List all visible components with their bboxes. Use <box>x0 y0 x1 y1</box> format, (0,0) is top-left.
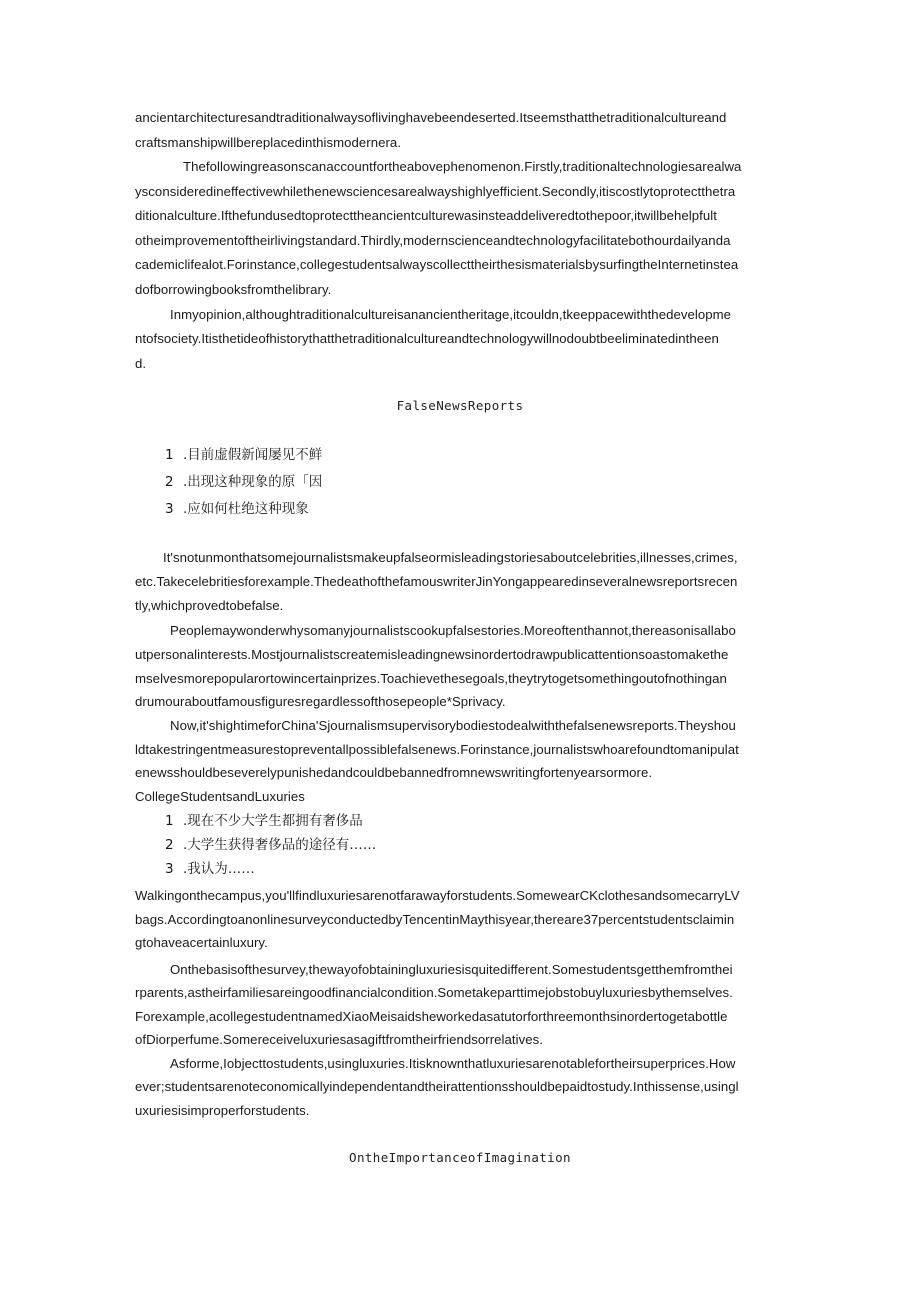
paragraph-line: gtohaveacertainluxury. <box>135 935 268 950</box>
outline-number: 3 <box>165 501 174 517</box>
paragraph-line: ditionalculture.Ifthefundusedtoprotecttheancientculturewasinsteaddeliveredtothepoor,itwillbehelpfult <box>135 208 717 223</box>
paragraph-line: dofborrowingbooksfromthelibrary. <box>135 282 332 297</box>
outline-item <box>165 444 322 466</box>
outline-text: .我认为…… <box>183 861 255 877</box>
paragraph-line: uxuriesisimproperforstudents. <box>135 1103 310 1118</box>
paragraph-line: mselvesmorepopularortowincertainprizes.Toachievethesegoals,theytrytogetsomethingoutofnothingan <box>135 671 727 686</box>
paragraph-line: utpersonalinterests.Mostjournalistscreatemisleadingnewsinordertodrawpublicattentionsoastomakethe <box>135 647 729 662</box>
outline-text: .应如何杜绝这种现象 <box>183 501 309 517</box>
paragraph-line: Now,it'shightimeforChina'Sjournalismsupervisorybodiestodealwiththefalsenewsreports.Theyshou <box>170 718 736 733</box>
paragraph-line: Inmyopinion,althoughtraditionalcultureisanancientheritage,itcouldn,tkeeppacewiththedevelopme <box>170 307 732 322</box>
section-heading: CollegeStudentsandLuxuries <box>135 789 305 804</box>
paragraph-line: It'snotunmonthatsomejournalistsmakeupfalseormisleadingstoriesaboutcelebrities,illnesses,crimes, <box>163 550 738 565</box>
paragraph-line: Forexample,acollegestudentnamedXiaoMeisaidsheworkedasatutorforthreemonthsinordertogetabottle <box>135 1009 728 1024</box>
paragraph-line: d. <box>135 356 147 371</box>
outline-text: .出现这种现象的原「因 <box>183 474 323 490</box>
outline-text: .现在不少大学生都拥有奢侈品 <box>183 813 363 829</box>
paragraph-line: tly,whichprovedtobefalse. <box>135 598 284 613</box>
outline-item <box>165 810 363 832</box>
paragraph-line: ldtakestringentmeasurestopreventallpossiblefalsenews.Forinstance,journalistswhoarefoundtomanipulat <box>135 742 739 757</box>
paragraph-line: ofDiorperfume.Somereceiveluxuriesasagiftfromtheirfriendsorrelatives. <box>135 1032 543 1047</box>
paragraph-line: Thefollowingreasonscanaccountfortheabovephenomenon.Firstly,traditionaltechnologiesarealwa <box>183 159 742 174</box>
outline-item <box>165 471 322 493</box>
paragraph-line: Asforme,Iobjecttostudents,usingluxuries.Itisknownthatluxuriesarenotablefortheirsuperprices.How <box>170 1056 736 1071</box>
paragraph-line: craftsmanshipwillbereplacedinthismodernera. <box>135 135 402 150</box>
paragraph-line: ancientarchitecturesandtraditionalwaysoflivinghavebeendeserted.Itseemsthatthetraditionalcultureand <box>135 110 727 125</box>
outline-item <box>165 834 376 856</box>
outline-text: .目前虚假新闻屡见不鲜 <box>183 447 323 463</box>
paragraph-line: Onthebasisofthesurvey,thewayofobtainingluxuriesisquitedifferent.Somestudentsgetthemfromthei <box>170 962 733 977</box>
paragraph-line: cademiclifealot.Forinstance,collegestudentsalwayscollecttheirthesismaterialsbysurfingtheInternetinstea <box>135 257 739 272</box>
paragraph-line: ysconsideredineffectivewhilethenewsciencesarealwayshighlyefficient.Secondly,itiscostlytoprotectthetra <box>135 184 736 199</box>
outline-item <box>165 498 309 520</box>
paragraph-line: Peoplemaywonderwhysomanyjournalistscookupfalsestories.Moreoftenthannot,thereasonisallabo <box>170 623 736 638</box>
outline-number: 2 <box>165 837 174 853</box>
outline-number: 3 <box>165 861 174 877</box>
paragraph-line: enewsshouldbeseverelypunishedandcouldbebannedfromnewswritingfortenyearsormore. <box>135 765 653 780</box>
outline-number: 1 <box>165 447 174 463</box>
paragraph-line: ever;studentsarenoteconomicallyindependentandtheirattentionsshouldbepaidtostudy.Inthissense,usingl <box>135 1079 739 1094</box>
paragraph-line: bags.AccordingtoanonlinesurveyconductedbyTencentinMaythisyear,thereare37percentstudentsclaimin <box>135 912 735 927</box>
paragraph-line: etc.Takecelebritiesforexample.ThedeathofthefamouswriterJinYongappearedinseveralnewsreportsrecen <box>135 574 738 589</box>
paragraph-line: otheimprovementoftheirlivingstandard.Thirdly,modernscienceandtechnologyfacilitatebothourdailyanda <box>135 233 731 248</box>
section-title: OntheImportanceofImagination <box>349 1150 571 1165</box>
paragraph-line: rparents,astheirfamiliesareingoodfinancialcondition.Sometakeparttimejobstobuyluxuriesbythemselves. <box>135 985 733 1000</box>
section-title: FalseNewsReports <box>396 398 524 413</box>
outline-number: 1 <box>165 813 174 829</box>
paragraph-line: Walkingonthecampus,you'llfindluxuriesarenotfarawayforstudents.SomewearCKclothesandsomecarryLV <box>135 888 740 903</box>
outline-text: .大学生获得奢侈品的途径有…… <box>183 837 377 853</box>
outline-item <box>165 858 255 880</box>
outline-number: 2 <box>165 474 174 490</box>
paragraph-line: ntofsociety.Itisthetideofhistorythatthetraditionalcultureandtechnologywillnodoubtbeeliminatedintheen <box>135 331 719 346</box>
paragraph-line: drumouraboutfamousfiguresregardlessofthosepeople*Sprivacy. <box>135 694 506 709</box>
